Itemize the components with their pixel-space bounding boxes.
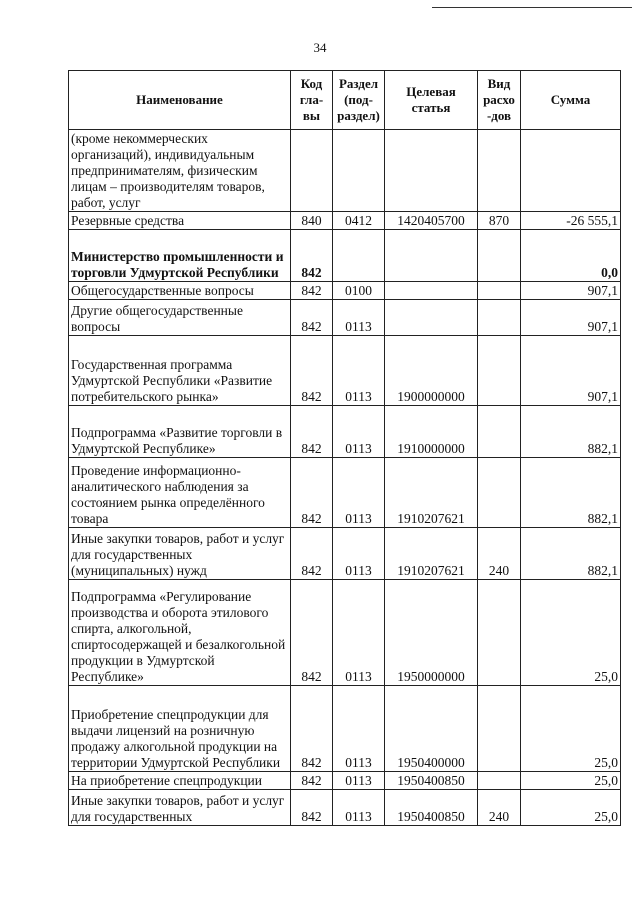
row-type: 240: [478, 790, 521, 826]
row-sum: [521, 130, 621, 212]
header-row: [69, 71, 621, 130]
row-code: 840: [291, 212, 333, 230]
row-section: 0113: [333, 406, 385, 458]
row-name: Резервные средства: [69, 212, 291, 230]
row-sum: 25,0: [521, 580, 621, 686]
row-code: [291, 130, 333, 212]
row-target: [385, 282, 478, 300]
row-name: Подпрограмма «Развитие торговли в Удмуртской Республике»: [69, 406, 291, 458]
row-name: На приобретение спецпродукции: [69, 772, 291, 790]
row-name: Иные закупки товаров, работ и услуг для государственных (муниципальных) нужд: [69, 528, 291, 580]
table-row: [69, 686, 621, 772]
table-row: [69, 130, 621, 212]
row-section: 0113: [333, 772, 385, 790]
row-section: 0100: [333, 282, 385, 300]
row-code: 842: [291, 686, 333, 772]
row-name: Общегосударственные вопросы: [69, 282, 291, 300]
row-type: [478, 406, 521, 458]
row-target: 1910000000: [385, 406, 478, 458]
row-name: Государственная программа Удмуртской Республики «Развитие потребительского рынка»: [69, 336, 291, 406]
row-type: 240: [478, 528, 521, 580]
row-type: 870: [478, 212, 521, 230]
row-target: 1950400850: [385, 772, 478, 790]
row-target: 1420405700: [385, 212, 478, 230]
row-code: 842: [291, 282, 333, 300]
header-sum: Сумма: [521, 71, 621, 130]
row-target: 1910207621: [385, 528, 478, 580]
row-code: 842: [291, 790, 333, 826]
row-section: 0113: [333, 790, 385, 826]
row-type: [478, 282, 521, 300]
table-row: [69, 212, 621, 230]
row-code: 842: [291, 458, 333, 528]
row-type: [478, 300, 521, 336]
top-rule: [432, 7, 632, 8]
row-sum: 25,0: [521, 772, 621, 790]
row-section: 0113: [333, 336, 385, 406]
header-section: Раздел (под- раздел): [333, 71, 385, 130]
row-sum: 25,0: [521, 790, 621, 826]
row-code: 842: [291, 528, 333, 580]
row-type: [478, 772, 521, 790]
row-type: [478, 580, 521, 686]
header-target: Целевая статья: [385, 71, 478, 130]
budget-table: [68, 70, 621, 826]
row-sum: 25,0: [521, 686, 621, 772]
table-row: [69, 230, 621, 282]
table-row: [69, 528, 621, 580]
row-target: [385, 230, 478, 282]
row-sum: 907,1: [521, 300, 621, 336]
row-type: [478, 458, 521, 528]
row-section: [333, 230, 385, 282]
row-target: [385, 300, 478, 336]
row-section: 0113: [333, 458, 385, 528]
row-sum: 0,0: [521, 230, 621, 282]
row-code: 842: [291, 406, 333, 458]
row-type: [478, 336, 521, 406]
row-type: [478, 130, 521, 212]
row-code: 842: [291, 336, 333, 406]
row-name: Проведение информационно-аналитического наблюдения за состоянием рынка определённого товара: [69, 458, 291, 528]
row-target: 1950400000: [385, 686, 478, 772]
row-target: 1950000000: [385, 580, 478, 686]
row-code: 842: [291, 772, 333, 790]
table-row: [69, 282, 621, 300]
table-row: [69, 458, 621, 528]
table-row: [69, 336, 621, 406]
row-sum: 907,1: [521, 282, 621, 300]
row-code: 842: [291, 580, 333, 686]
row-name: Приобретение спецпродукции для выдачи лицензий на розничную продажу алкогольной продукции на территории Удмуртской Республики: [69, 686, 291, 772]
row-sum: 907,1: [521, 336, 621, 406]
row-target: 1910207621: [385, 458, 478, 528]
row-name: Другие общегосударственные вопросы: [69, 300, 291, 336]
row-sum: -26 555,1: [521, 212, 621, 230]
row-target: 1950400850: [385, 790, 478, 826]
table-row: [69, 300, 621, 336]
table-row: [69, 790, 621, 826]
table-row: [69, 580, 621, 686]
page-number: 34: [313, 40, 327, 55]
header-name: Наименование: [69, 71, 291, 130]
header-code: Код гла- вы: [291, 71, 333, 130]
row-target: [385, 130, 478, 212]
table-row: [69, 772, 621, 790]
row-section: 0113: [333, 300, 385, 336]
row-sum: 882,1: [521, 458, 621, 528]
row-section: 0113: [333, 528, 385, 580]
row-section: 0113: [333, 580, 385, 686]
row-type: [478, 230, 521, 282]
table-row: [69, 406, 621, 458]
row-name: Подпрограмма «Регулирование производства и оборота этилового спирта, алкогольной, спиртосодержащей и безалкогольной продукции в Удмуртской Республике»: [69, 580, 291, 686]
row-code: 842: [291, 230, 333, 282]
row-name: Министерство промышленности и торговли Удмуртской Республики: [69, 230, 291, 282]
row-sum: 882,1: [521, 528, 621, 580]
row-section: 0412: [333, 212, 385, 230]
row-section: 0113: [333, 686, 385, 772]
row-type: [478, 686, 521, 772]
row-name: (кроме некоммерческих организаций), индивидуальным предпринимателям, физическим лицам – производителям товаров, работ, услуг: [69, 130, 291, 212]
row-target: 1900000000: [385, 336, 478, 406]
row-name: Иные закупки товаров, работ и услуг для государственных: [69, 790, 291, 826]
row-sum: 882,1: [521, 406, 621, 458]
row-code: 842: [291, 300, 333, 336]
row-section: [333, 130, 385, 212]
header-type: Вид расхо -дов: [478, 71, 521, 130]
